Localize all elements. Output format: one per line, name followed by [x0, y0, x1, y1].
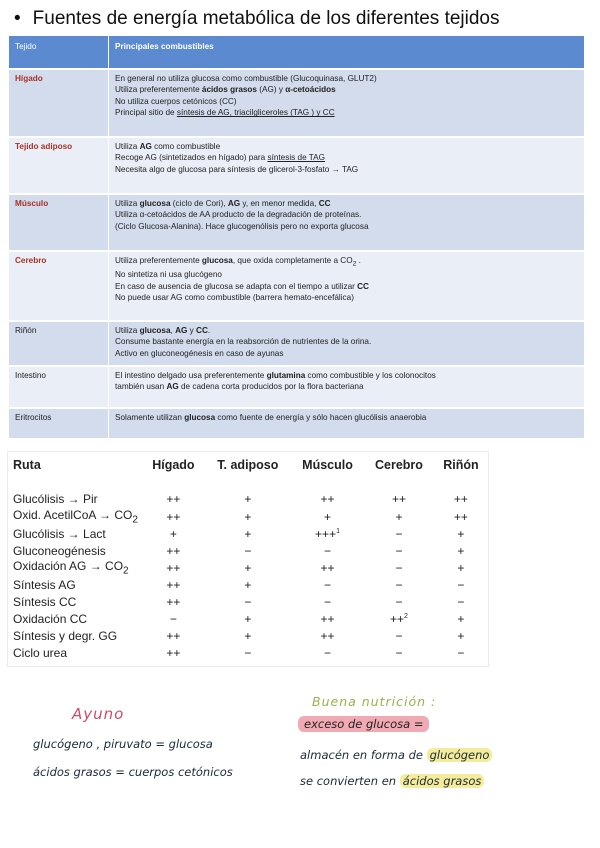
tissue-name: Intestino [9, 366, 109, 408]
tissue-description [109, 321, 585, 366]
buena-note-1: almacén en forma de glucógeno [300, 748, 492, 762]
table-row [9, 137, 584, 194]
buena-nutricion-title: Buena nutrición : [312, 694, 437, 709]
tissue-name: Hígado [9, 69, 109, 137]
page-title [14, 8, 500, 30]
table-row [9, 69, 584, 137]
route-name: Síntesis y degr. GG [13, 629, 118, 644]
fuel-sources-table [9, 36, 584, 440]
desc-line: En caso de ausencia de glucosa se adapta con el tiempo a utilizar CC [115, 281, 369, 291]
desc-line: Recoge AG (sintetizados en hígado) para síntesis de TAG [115, 153, 325, 163]
route-name: Síntesis CC [13, 595, 77, 610]
desc-line: El intestino delgado usa preferentemente glutamina como combustible y los colonocitos [115, 371, 436, 380]
header-rinon: Riñón [443, 458, 479, 472]
desc-line: Utiliza preferentemente ácidos grasos (AG) y α-cetoácidos [115, 85, 336, 95]
header-musculo: Músculo [302, 458, 353, 472]
tissue-name: Cerebro [9, 251, 109, 321]
buena-note-2: se convierten en ácidos grasos [300, 774, 484, 788]
route-name: Glucólisis → Lact [13, 526, 106, 541]
desc-line: En general no utiliza glucosa como combustible (Glucoquinasa, GLUT2) [115, 74, 377, 83]
desc-line: No puede usar AG como combustible (barrera hemato-encefálica) [115, 293, 354, 303]
desc-line: No utiliza cuerpos cetónicos (CC) [115, 96, 237, 106]
header-adiposo: T. adiposo [217, 458, 279, 472]
header-ruta: Ruta [13, 458, 41, 472]
route-name: Gluconeogénesis [13, 543, 106, 558]
table-row: Glucólisis → Pir ++ + ++ ++ ++ [8, 484, 488, 508]
routes-header-row [8, 452, 488, 484]
table-row [9, 408, 584, 439]
table-row: Oxidación AG → $CO_2$ ++ + ++ − + [8, 559, 488, 576]
title-text: Fuentes de energía metabólica de los diferentes tejidos [32, 8, 500, 29]
table-row: Oxid. AcetilCoA → $CO_2$ ++ + + + ++ [8, 508, 488, 525]
desc-line: Utiliza AG como combustible [115, 142, 221, 151]
tissue-description [109, 408, 585, 439]
tissue-description [109, 137, 585, 194]
table-row: Gluconeogénesis ++ − − − + [8, 542, 488, 559]
table-row [9, 321, 584, 366]
table-row [9, 366, 584, 408]
desc-line: Activo en gluconeogénesis en caso de ayunas [115, 348, 284, 358]
route-name: Oxid. AcetilCoA → $CO_2$ [13, 508, 138, 526]
ayuno-title: Ayuno [72, 705, 125, 723]
desc-line: también usan AG de cadena corta producidos por la flora bacteriana [115, 382, 364, 392]
table-row [9, 251, 584, 321]
metabolic-routes-table [8, 452, 488, 662]
header-combustibles: Principales combustibles [109, 36, 585, 69]
glucogeno-highlight: glucógeno [427, 748, 493, 762]
desc-line: Necesita algo de glucosa para síntesis de glicerol-3-fosfato → TAG [115, 164, 359, 174]
ayuno-note-1: glucógeno , piruvato = glucosa [33, 737, 213, 751]
table-row [9, 194, 584, 251]
desc-line: Utiliza preferentemente glucosa, que oxida completamente a $CO_2$ . [115, 256, 361, 268]
footnote-1: 1 [336, 527, 340, 535]
route-name: Oxidación AG → $CO_2$ [13, 559, 129, 577]
table-row: Síntesis CC ++ − − − − [8, 594, 488, 611]
ayuno-note-2: ácidos grasos = cuerpos cetónicos [33, 765, 233, 779]
desc-line: Consume bastante energía en la reabsorción de nutrientes de la orina. [115, 337, 372, 347]
desc-line: Solamente utilizan glucosa como fuente de energía y sólo hacen glucólisis anaerobia [115, 413, 427, 422]
table-row: Ciclo urea ++ − − − − [8, 645, 488, 662]
desc-line: Utiliza glucosa, AG y CC. [115, 326, 211, 335]
tissue-description [109, 366, 585, 408]
footnote-2: 2 [404, 613, 408, 621]
desc-line: (Ciclo Glucosa-Alanina). Hace glucogenólisis pero no exporta glucosa [115, 221, 369, 231]
desc-line: Utiliza glucosa (ciclo de Cori), AG y, en menor medida, CC [115, 199, 331, 208]
desc-line: Utiliza α-cetoácidos de AA producto de la degradación de proteínas. [115, 210, 362, 220]
desc-line: Principal sitio de síntesis de AG, triacilgliceroles (TAG ) y CC [115, 108, 335, 118]
title-bullet: • [14, 8, 21, 29]
route-name: Ciclo urea [13, 646, 68, 661]
header-tejido: Tejido [9, 36, 109, 69]
tissue-name: Tejido adiposo [9, 137, 109, 194]
tissue-name: Músculo [9, 194, 109, 251]
header-cerebro: Cerebro [375, 458, 423, 472]
tissue-name: Riñón [9, 321, 109, 366]
table-row: Síntesis AG ++ + − − − [8, 577, 488, 594]
table-row: Oxidación CC − + ++ ++$^2$ + [8, 611, 488, 628]
desc-line: No sintetiza ni usa glucógeno [115, 270, 222, 280]
fuel-table-header [9, 36, 584, 69]
table-row: Síntesis y degr. GG ++ + ++ − + [8, 628, 488, 645]
tissue-description [109, 69, 585, 137]
header-higado: Hígado [152, 458, 195, 472]
exceso-glucosa-highlight: exceso de glucosa = [298, 716, 429, 732]
tissue-name: Eritrocitos [9, 408, 109, 439]
tissue-description [109, 194, 585, 251]
route-name: Glucólisis → Pir [13, 492, 98, 506]
route-name: Oxidación CC [13, 612, 88, 627]
route-name: Síntesis AG [13, 578, 76, 593]
acidos-grasos-highlight: ácidos grasos [400, 774, 485, 788]
tissue-description [109, 251, 585, 321]
metabolic-routes-panel [8, 452, 488, 666]
table-row: Glucólisis → Lact + + +++$^1$ − + [8, 525, 488, 542]
